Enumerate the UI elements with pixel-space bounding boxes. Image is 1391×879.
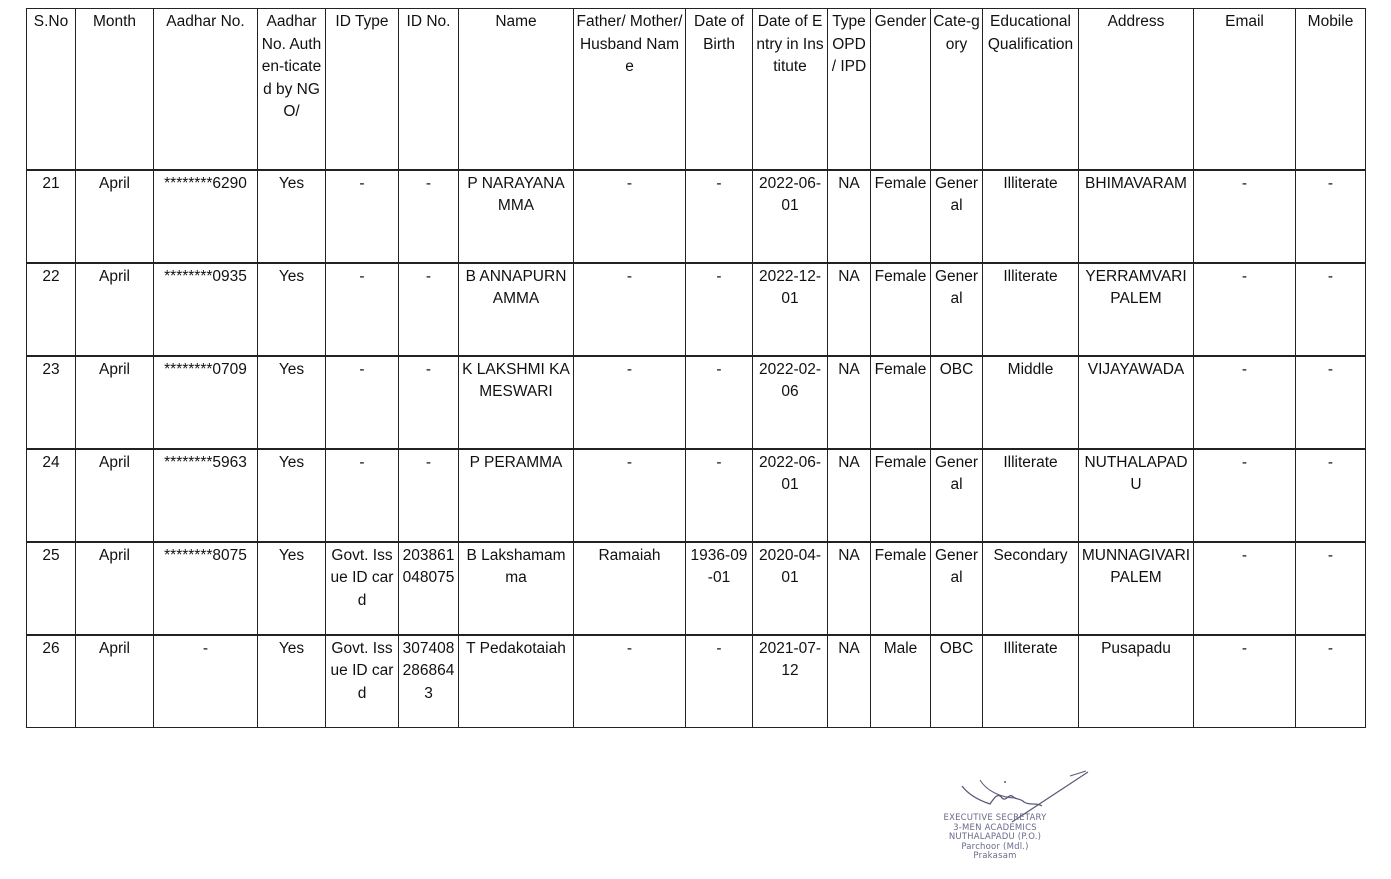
- table-cell: Govt. Issue ID card: [326, 635, 399, 728]
- table-cell: VIJAYAWADA: [1079, 356, 1194, 449]
- table-cell: Yes: [258, 542, 326, 635]
- table-row: [27, 542, 1366, 635]
- table-cell: April: [76, 263, 154, 356]
- table-cell: 23: [27, 356, 76, 449]
- table-cell: ********0709: [154, 356, 258, 449]
- table-cell: April: [76, 170, 154, 263]
- table-cell: -: [574, 356, 686, 449]
- table-cell: -: [1296, 170, 1366, 263]
- column-header: Gender: [871, 9, 931, 170]
- table-cell: -: [1194, 635, 1296, 728]
- table-cell: Govt. Issue ID card: [326, 542, 399, 635]
- table-cell: Female: [871, 449, 931, 542]
- table-cell: B Lakshamamma: [459, 542, 574, 635]
- table-cell: -: [1296, 542, 1366, 635]
- table-cell: -: [326, 263, 399, 356]
- table-cell: -: [1194, 263, 1296, 356]
- table-cell: Female: [871, 356, 931, 449]
- table-cell: K LAKSHMI KAMESWARI: [459, 356, 574, 449]
- table-row: [27, 263, 1366, 356]
- table-cell: ********6290: [154, 170, 258, 263]
- table-cell: Pusapadu: [1079, 635, 1194, 728]
- table-cell: 2022-06-01: [753, 170, 828, 263]
- table-cell: -: [399, 356, 459, 449]
- table-cell: Middle: [983, 356, 1079, 449]
- table-cell: Yes: [258, 449, 326, 542]
- table-cell: -: [1194, 449, 1296, 542]
- table-cell: Yes: [258, 263, 326, 356]
- column-header: Email: [1194, 9, 1296, 170]
- table-cell: OBC: [931, 356, 983, 449]
- column-header: Aadhar No.: [154, 9, 258, 170]
- beneficiary-register-table: [26, 8, 1366, 728]
- table-cell: -: [399, 449, 459, 542]
- stamp-line: NUTHALAPADU (P.O.): [948, 832, 1042, 842]
- stamp-line: 3-MEN ACADEMICS: [953, 822, 1037, 833]
- table-cell: -: [574, 449, 686, 542]
- stamp-text: [920, 814, 1070, 862]
- table-cell: 2020-04-01: [753, 542, 828, 635]
- table-cell: Female: [871, 542, 931, 635]
- table-cell: -: [574, 263, 686, 356]
- table-cell: General: [931, 542, 983, 635]
- table-cell: BHIMAVARAM: [1079, 170, 1194, 263]
- table-cell: April: [76, 542, 154, 635]
- table-cell: Ramaiah: [574, 542, 686, 635]
- table-cell: -: [686, 449, 753, 542]
- table-cell: Yes: [258, 170, 326, 263]
- table-cell: NA: [828, 263, 871, 356]
- table-cell: 22: [27, 263, 76, 356]
- table-cell: Illiterate: [983, 170, 1079, 263]
- table-cell: P NARAYANAMMA: [459, 170, 574, 263]
- table-cell: NA: [828, 356, 871, 449]
- column-header: Month: [76, 9, 154, 170]
- column-header: Date of Birth: [686, 9, 753, 170]
- table-cell: Female: [871, 263, 931, 356]
- table-cell: -: [1194, 356, 1296, 449]
- table-header-row: [27, 9, 1366, 170]
- table-cell: 2021-07-12: [753, 635, 828, 728]
- executive-secretary-stamp: [920, 768, 1095, 879]
- column-header: Address: [1079, 9, 1194, 170]
- table-cell: Yes: [258, 635, 326, 728]
- table-cell: OBC: [931, 635, 983, 728]
- table-cell: General: [931, 170, 983, 263]
- table-cell: NA: [828, 542, 871, 635]
- table-cell: -: [574, 170, 686, 263]
- table-cell: April: [76, 356, 154, 449]
- column-header: ID Type: [326, 9, 399, 170]
- stamp-line: Prakasam: [973, 851, 1017, 861]
- column-header: S.No: [27, 9, 76, 170]
- table-cell: 25: [27, 542, 76, 635]
- table-cell: General: [931, 263, 983, 356]
- stamp-line: Parchoor (Mdl.): [961, 841, 1029, 852]
- table-cell: -: [1296, 635, 1366, 728]
- table-row: [27, 356, 1366, 449]
- table-cell: -: [686, 635, 753, 728]
- table-cell: 21: [27, 170, 76, 263]
- table-cell: ********0935: [154, 263, 258, 356]
- column-header: Mobile: [1296, 9, 1366, 170]
- table-cell: ********5963: [154, 449, 258, 542]
- table-cell: Yes: [258, 356, 326, 449]
- table-cell: -: [686, 170, 753, 263]
- table-row: [27, 449, 1366, 542]
- table-cell: -: [1194, 170, 1296, 263]
- table-cell: 2022-06-01: [753, 449, 828, 542]
- column-header: Father/ Mother/ Husband Name: [574, 9, 686, 170]
- table-cell: NA: [828, 170, 871, 263]
- table-cell: April: [76, 449, 154, 542]
- table-cell: General: [931, 449, 983, 542]
- table-cell: Male: [871, 635, 931, 728]
- table-cell: 24: [27, 449, 76, 542]
- table-cell: MUNNAGIVARIPALEM: [1079, 542, 1194, 635]
- table-row: [27, 635, 1366, 728]
- table-cell: Illiterate: [983, 263, 1079, 356]
- table-cell: -: [399, 170, 459, 263]
- table-cell: -: [686, 356, 753, 449]
- table-cell: -: [326, 356, 399, 449]
- column-header: Name: [459, 9, 574, 170]
- column-header: Educational Qualification: [983, 9, 1079, 170]
- table-cell: 2022-12-01: [753, 263, 828, 356]
- table-cell: -: [326, 449, 399, 542]
- table-cell: Female: [871, 170, 931, 263]
- table-cell: Illiterate: [983, 635, 1079, 728]
- table-cell: YERRAMVARIPALEM: [1079, 263, 1194, 356]
- table-body: [27, 170, 1366, 728]
- table-cell: Secondary: [983, 542, 1079, 635]
- table-cell: 26: [27, 635, 76, 728]
- column-header: ID No.: [399, 9, 459, 170]
- table-cell: NA: [828, 635, 871, 728]
- table-cell: 2022-02-06: [753, 356, 828, 449]
- column-header: Cate-gory: [931, 9, 983, 170]
- table-cell: Illiterate: [983, 449, 1079, 542]
- table-cell: 3074082868643: [399, 635, 459, 728]
- table-cell: -: [686, 263, 753, 356]
- table-cell: -: [574, 635, 686, 728]
- table-cell: 1936-09-01: [686, 542, 753, 635]
- column-header: Aadhar No. Authen-ticated by NGO/: [258, 9, 326, 170]
- table-cell: -: [154, 635, 258, 728]
- table-cell: -: [1296, 263, 1366, 356]
- table-cell: NA: [828, 449, 871, 542]
- table-cell: April: [76, 635, 154, 728]
- table-cell: -: [1296, 356, 1366, 449]
- stamp-line: EXECUTIVE SECRETARY: [943, 813, 1047, 823]
- table-cell: ********8075: [154, 542, 258, 635]
- table-cell: 203861048075: [399, 542, 459, 635]
- table-cell: -: [399, 263, 459, 356]
- column-header: Date of Entry in Institute: [753, 9, 828, 170]
- table-cell: -: [326, 170, 399, 263]
- table-cell: P PERAMMA: [459, 449, 574, 542]
- table-cell: -: [1194, 542, 1296, 635]
- table-cell: -: [1296, 449, 1366, 542]
- table-cell: B ANNAPURNAMMA: [459, 263, 574, 356]
- table-cell: NUTHALAPADU: [1079, 449, 1194, 542]
- column-header: Type OPD / IPD: [828, 9, 871, 170]
- table-cell: T Pedakotaiah: [459, 635, 574, 728]
- table-row: [27, 170, 1366, 263]
